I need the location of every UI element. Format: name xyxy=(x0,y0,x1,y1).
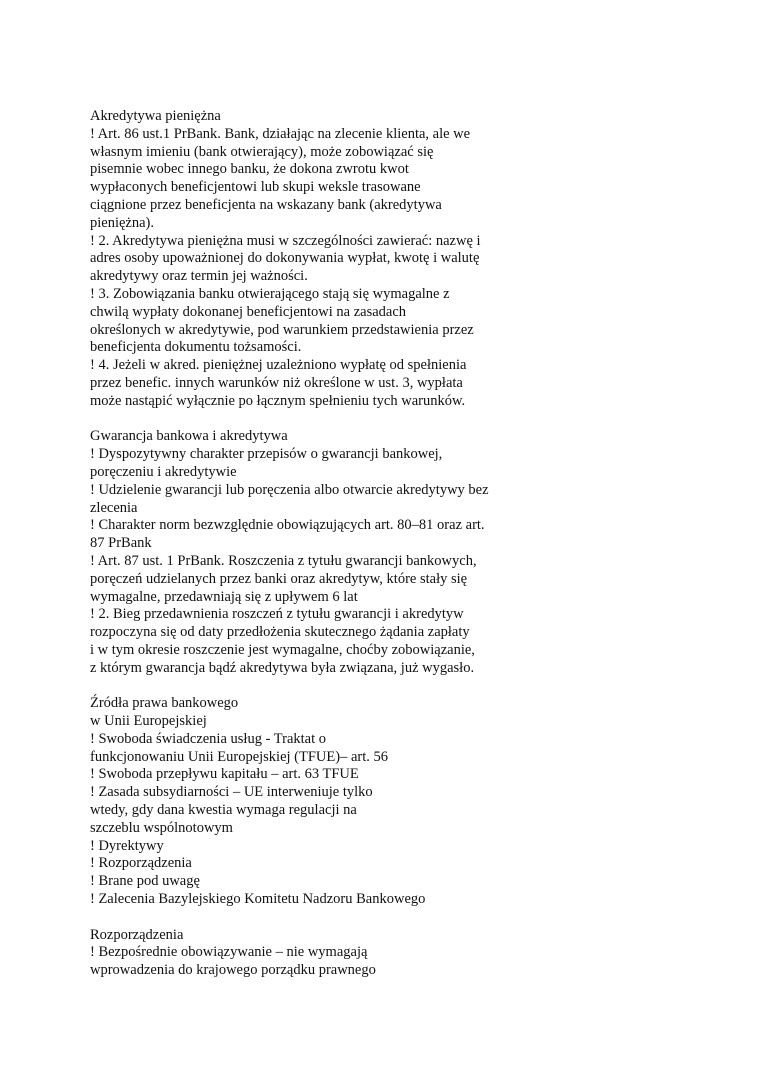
text-line: beneficjenta dokumentu tożsamości. xyxy=(90,339,302,356)
document-page xyxy=(90,108,530,980)
text-line: wtedy, gdy dana kwestia wymaga regulacji na xyxy=(90,802,357,819)
text-line: ! Swoboda świadczenia usług - Traktat o xyxy=(90,730,326,747)
text-line: wymagalne, przedawniają się z upływem 6 lat xyxy=(90,588,358,605)
text-line: ! 2. Akredytywa pieniężna musi w szczególności zawierać: nazwę i xyxy=(90,232,481,249)
text-line: ! Zalecenia Bazylejskiego Komitetu Nadzoru Bankowego xyxy=(90,891,426,908)
text-line: i w tym okresie roszczenie jest wymagalne, choćby zobowiązanie, xyxy=(90,641,475,658)
paragraph-gap xyxy=(90,678,530,696)
text-line: adres osoby upoważnionej do dokonywania wypłat, kwotę i walutę xyxy=(90,250,480,267)
text-line: w Unii Europejskiej xyxy=(90,713,207,730)
text-line: ! 3. Zobowiązania banku otwierającego stają się wymagalne z xyxy=(90,285,450,302)
section-heading: Akredytywa pieniężna xyxy=(90,108,221,124)
text-line: ! Udzielenie gwarancji lub poręczenia albo otwarcie akredytywy bez xyxy=(90,481,489,498)
text-line: przez benefic. innych warunków niż określone w ust. 3, wypłata xyxy=(90,374,463,391)
text-line: poręczeń udzielanych przez banki oraz akredytyw, które stały się xyxy=(90,570,468,587)
text-line: ! 2. Bieg przedawnienia roszczeń z tytułu gwarancji i akredytyw xyxy=(90,606,464,623)
text-line: ! Art. 86 ust.1 PrBank. Bank, działając na zlecenie klienta, ale we xyxy=(90,125,471,142)
text-line: własnym imieniu (bank otwierający), może zobowiązać się xyxy=(90,143,434,160)
paragraph-gap xyxy=(90,411,530,429)
text-line: z którym gwarancja bądź akredytywa była związana, już wygasło. xyxy=(90,659,475,676)
text-line: szczeblu wspólnotowym xyxy=(90,819,233,836)
text-line: funkcjonowaniu Unii Europejskiej (TFUE)– art. 56 xyxy=(90,748,388,765)
text-line: ! 4. Jeżeli w akred. pieniężnej uzależniono wypłatę od spełnienia xyxy=(90,357,467,374)
text-line: ! Dyrektywy xyxy=(90,837,164,854)
paragraph-gap xyxy=(90,909,530,927)
text-line: chwilą wypłaty dokonanej beneficjentowi na zasadach xyxy=(90,303,407,320)
section-heading: Gwarancja bankowa i akredytywa xyxy=(90,428,288,445)
text-line: wprowadzenia do krajowego porządku prawnego xyxy=(90,962,376,979)
text-line: ! Bezpośrednie obowiązywanie – nie wymagają xyxy=(90,944,368,961)
text-line: wypłaconych beneficjentowi lub skupi weksle trasowane xyxy=(90,179,421,196)
text-line: określonych w akredytywie, pod warunkiem przedstawienia przez xyxy=(90,321,474,338)
text-line: zlecenia xyxy=(90,499,138,516)
section-heading: Źródła prawa bankowego xyxy=(90,695,239,712)
text-line: ! Zasada subsydiarności – UE interweniuje tylko xyxy=(90,784,373,801)
text-line: rozpoczyna się od daty przedłożenia skutecznego żądania zapłaty xyxy=(90,624,470,641)
text-line: poręczeniu i akredytywie xyxy=(90,463,237,480)
section-gwarancja-bankowa xyxy=(90,428,530,677)
section-rozporzadzenia xyxy=(90,927,530,980)
text-line: 87 PrBank xyxy=(90,535,152,552)
section-akredytywa-pieniezna xyxy=(90,108,530,411)
text-line: ! Rozporządzenia xyxy=(90,855,192,872)
section-zrodla-prawa-bankowego xyxy=(90,695,530,909)
text-line: akredytywy oraz termin jej ważności. xyxy=(90,268,308,285)
text-line: ! Art. 87 ust. 1 PrBank. Roszczenia z tytułu gwarancji bankowych, xyxy=(90,552,477,569)
text-line: ciągnione przez beneficjenta na wskazany bank (akredytywa xyxy=(90,196,442,213)
text-line: ! Charakter norm bezwzględnie obowiązujących art. 80–81 oraz art. xyxy=(90,517,485,534)
text-line: pieniężna). xyxy=(90,214,155,231)
text-line: ! Dyspozytywny charakter przepisów o gwarancji bankowej, xyxy=(90,446,443,463)
text-line: ! Brane pod uwagę xyxy=(90,873,200,890)
text-line: może nastąpić wyłącznie po łącznym spełnieniu tych warunków. xyxy=(90,392,466,409)
section-heading: Rozporządzenia xyxy=(90,926,184,943)
text-line: ! Swoboda przepływu kapitału – art. 63 TFUE xyxy=(90,766,359,783)
text-line: pisemnie wobec innego banku, że dokona zwrotu kwot xyxy=(90,161,409,178)
